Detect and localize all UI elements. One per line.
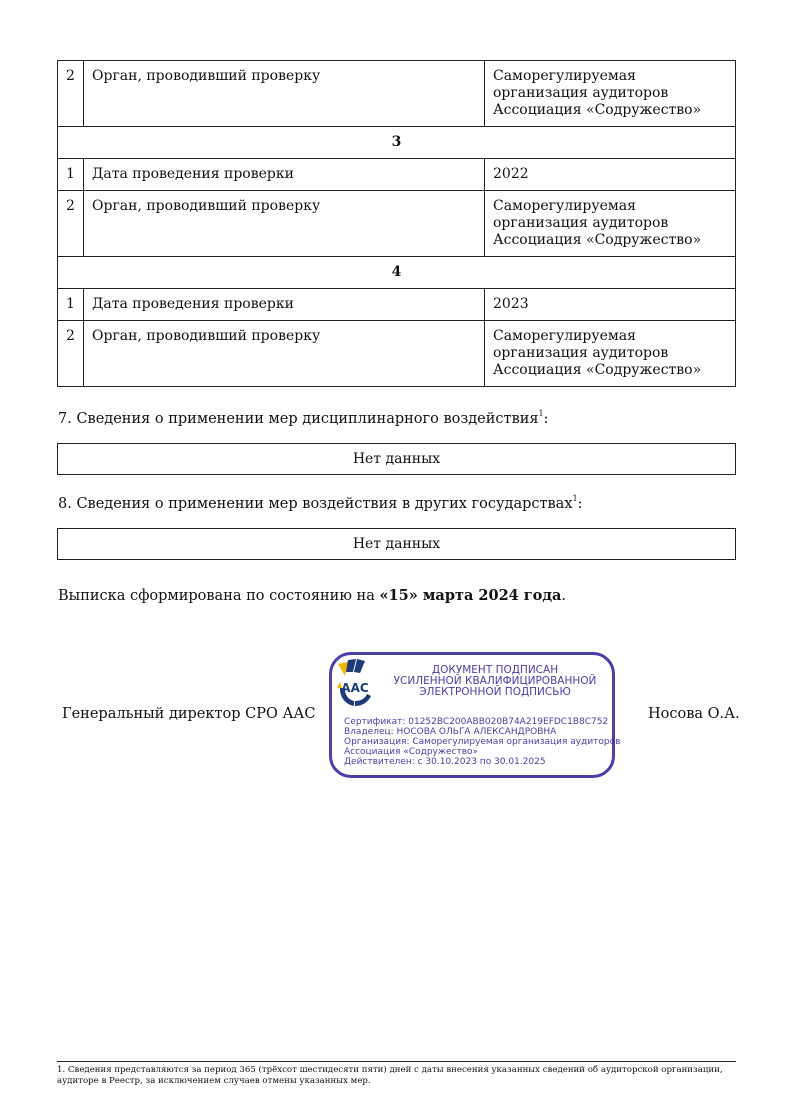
table-row xyxy=(58,289,736,321)
row-label: Орган, проводивший проверку xyxy=(84,321,485,387)
section-number: 3 xyxy=(58,127,736,159)
logo-text: AAC xyxy=(341,681,369,695)
heading-colon: : xyxy=(577,496,583,512)
row-number: 2 xyxy=(58,61,84,127)
row-number: 2 xyxy=(58,191,84,257)
stamp-owner: Владелец: НОСОВА ОЛЬГА АЛЕКСАНДРОВНА xyxy=(344,727,557,737)
inspections-table xyxy=(57,60,736,387)
table-section-row xyxy=(58,257,736,289)
row-number: 1 xyxy=(58,289,84,321)
signer-name: Носова О.А. xyxy=(648,706,740,722)
table-section-row xyxy=(58,127,736,159)
stamp-title xyxy=(380,665,610,698)
row-number: 1 xyxy=(58,159,84,191)
row-number: 2 xyxy=(58,321,84,387)
row-label: Орган, проводивший проверку xyxy=(84,191,485,257)
section-7-title: 7. Сведения о применении мер дисциплинарного воздействия xyxy=(58,411,539,427)
stamp-organization: Организация: Саморегулируемая организация аудиторов xyxy=(344,737,621,747)
signer-position: Генеральный директор СРО ААС xyxy=(62,706,316,722)
row-value: Саморегулируемая организация аудиторов Ассоциация «Содружество» xyxy=(485,321,736,387)
row-label: Дата проведения проверки xyxy=(84,289,485,321)
row-label: Орган, проводивший проверку xyxy=(84,61,485,127)
e-signature-stamp xyxy=(329,652,621,778)
stamp-title-line: ЭЛЕКТРОННОЙ ПОДПИСЬЮ xyxy=(419,686,571,698)
section-7-heading xyxy=(58,409,549,427)
row-value: 2023 xyxy=(485,289,736,321)
stamp-title-line: ДОКУМЕНТ ПОДПИСАН xyxy=(431,664,559,676)
footnote-divider xyxy=(57,1061,736,1062)
section-number: 4 xyxy=(58,257,736,289)
stamp-title-line: УСИЛЕННОЙ КВАЛИФИЦИРОВАННОЙ xyxy=(393,675,597,687)
stamp-validity: Действителен: с 30.10.2023 по 30.01.2025 xyxy=(344,757,546,767)
statement-date: «15» марта 2024 года xyxy=(379,587,562,604)
row-value: Саморегулируемая организация аудиторов Ассоциация «Содружество» xyxy=(485,61,736,127)
section-8-heading xyxy=(58,494,583,512)
footnote-ref[interactable]: 1 xyxy=(538,409,544,418)
row-value: Саморегулируемая организация аудиторов Ассоциация «Содружество» xyxy=(485,191,736,257)
footnote-text: 1. Сведения представляются за период 365 (трёхсот шестидесяти пяти) дней с даты внесения указанных сведений об аудиторской организации, аудиторе в Реестр, за исключением случаев отмены указанных мер. xyxy=(57,1065,723,1086)
table-row xyxy=(58,159,736,191)
statement-prefix: Выписка сформирована по состоянию на xyxy=(58,588,380,604)
section-8-box: Нет данных xyxy=(57,528,736,560)
table-row xyxy=(58,191,736,257)
row-label: Дата проведения проверки xyxy=(84,159,485,191)
table-row xyxy=(58,61,736,127)
stamp-organization-cont: Ассоциация «Содружество» xyxy=(344,747,479,757)
heading-colon: : xyxy=(543,411,549,427)
aac-logo-icon xyxy=(334,658,376,716)
stamp-details xyxy=(344,717,621,767)
footnote-ref[interactable]: 1 xyxy=(572,494,578,503)
stamp-certificate: Сертификат: 01252BC200ABB020B74A219EFDC1B8C752 xyxy=(344,717,609,727)
row-value: 2022 xyxy=(485,159,736,191)
section-8-title: 8. Сведения о применении мер воздействия в других государствах xyxy=(58,496,573,512)
table-row xyxy=(58,321,736,387)
section-7-box: Нет данных xyxy=(57,443,736,475)
statement-suffix: . xyxy=(561,588,567,604)
statement-line xyxy=(58,587,566,604)
